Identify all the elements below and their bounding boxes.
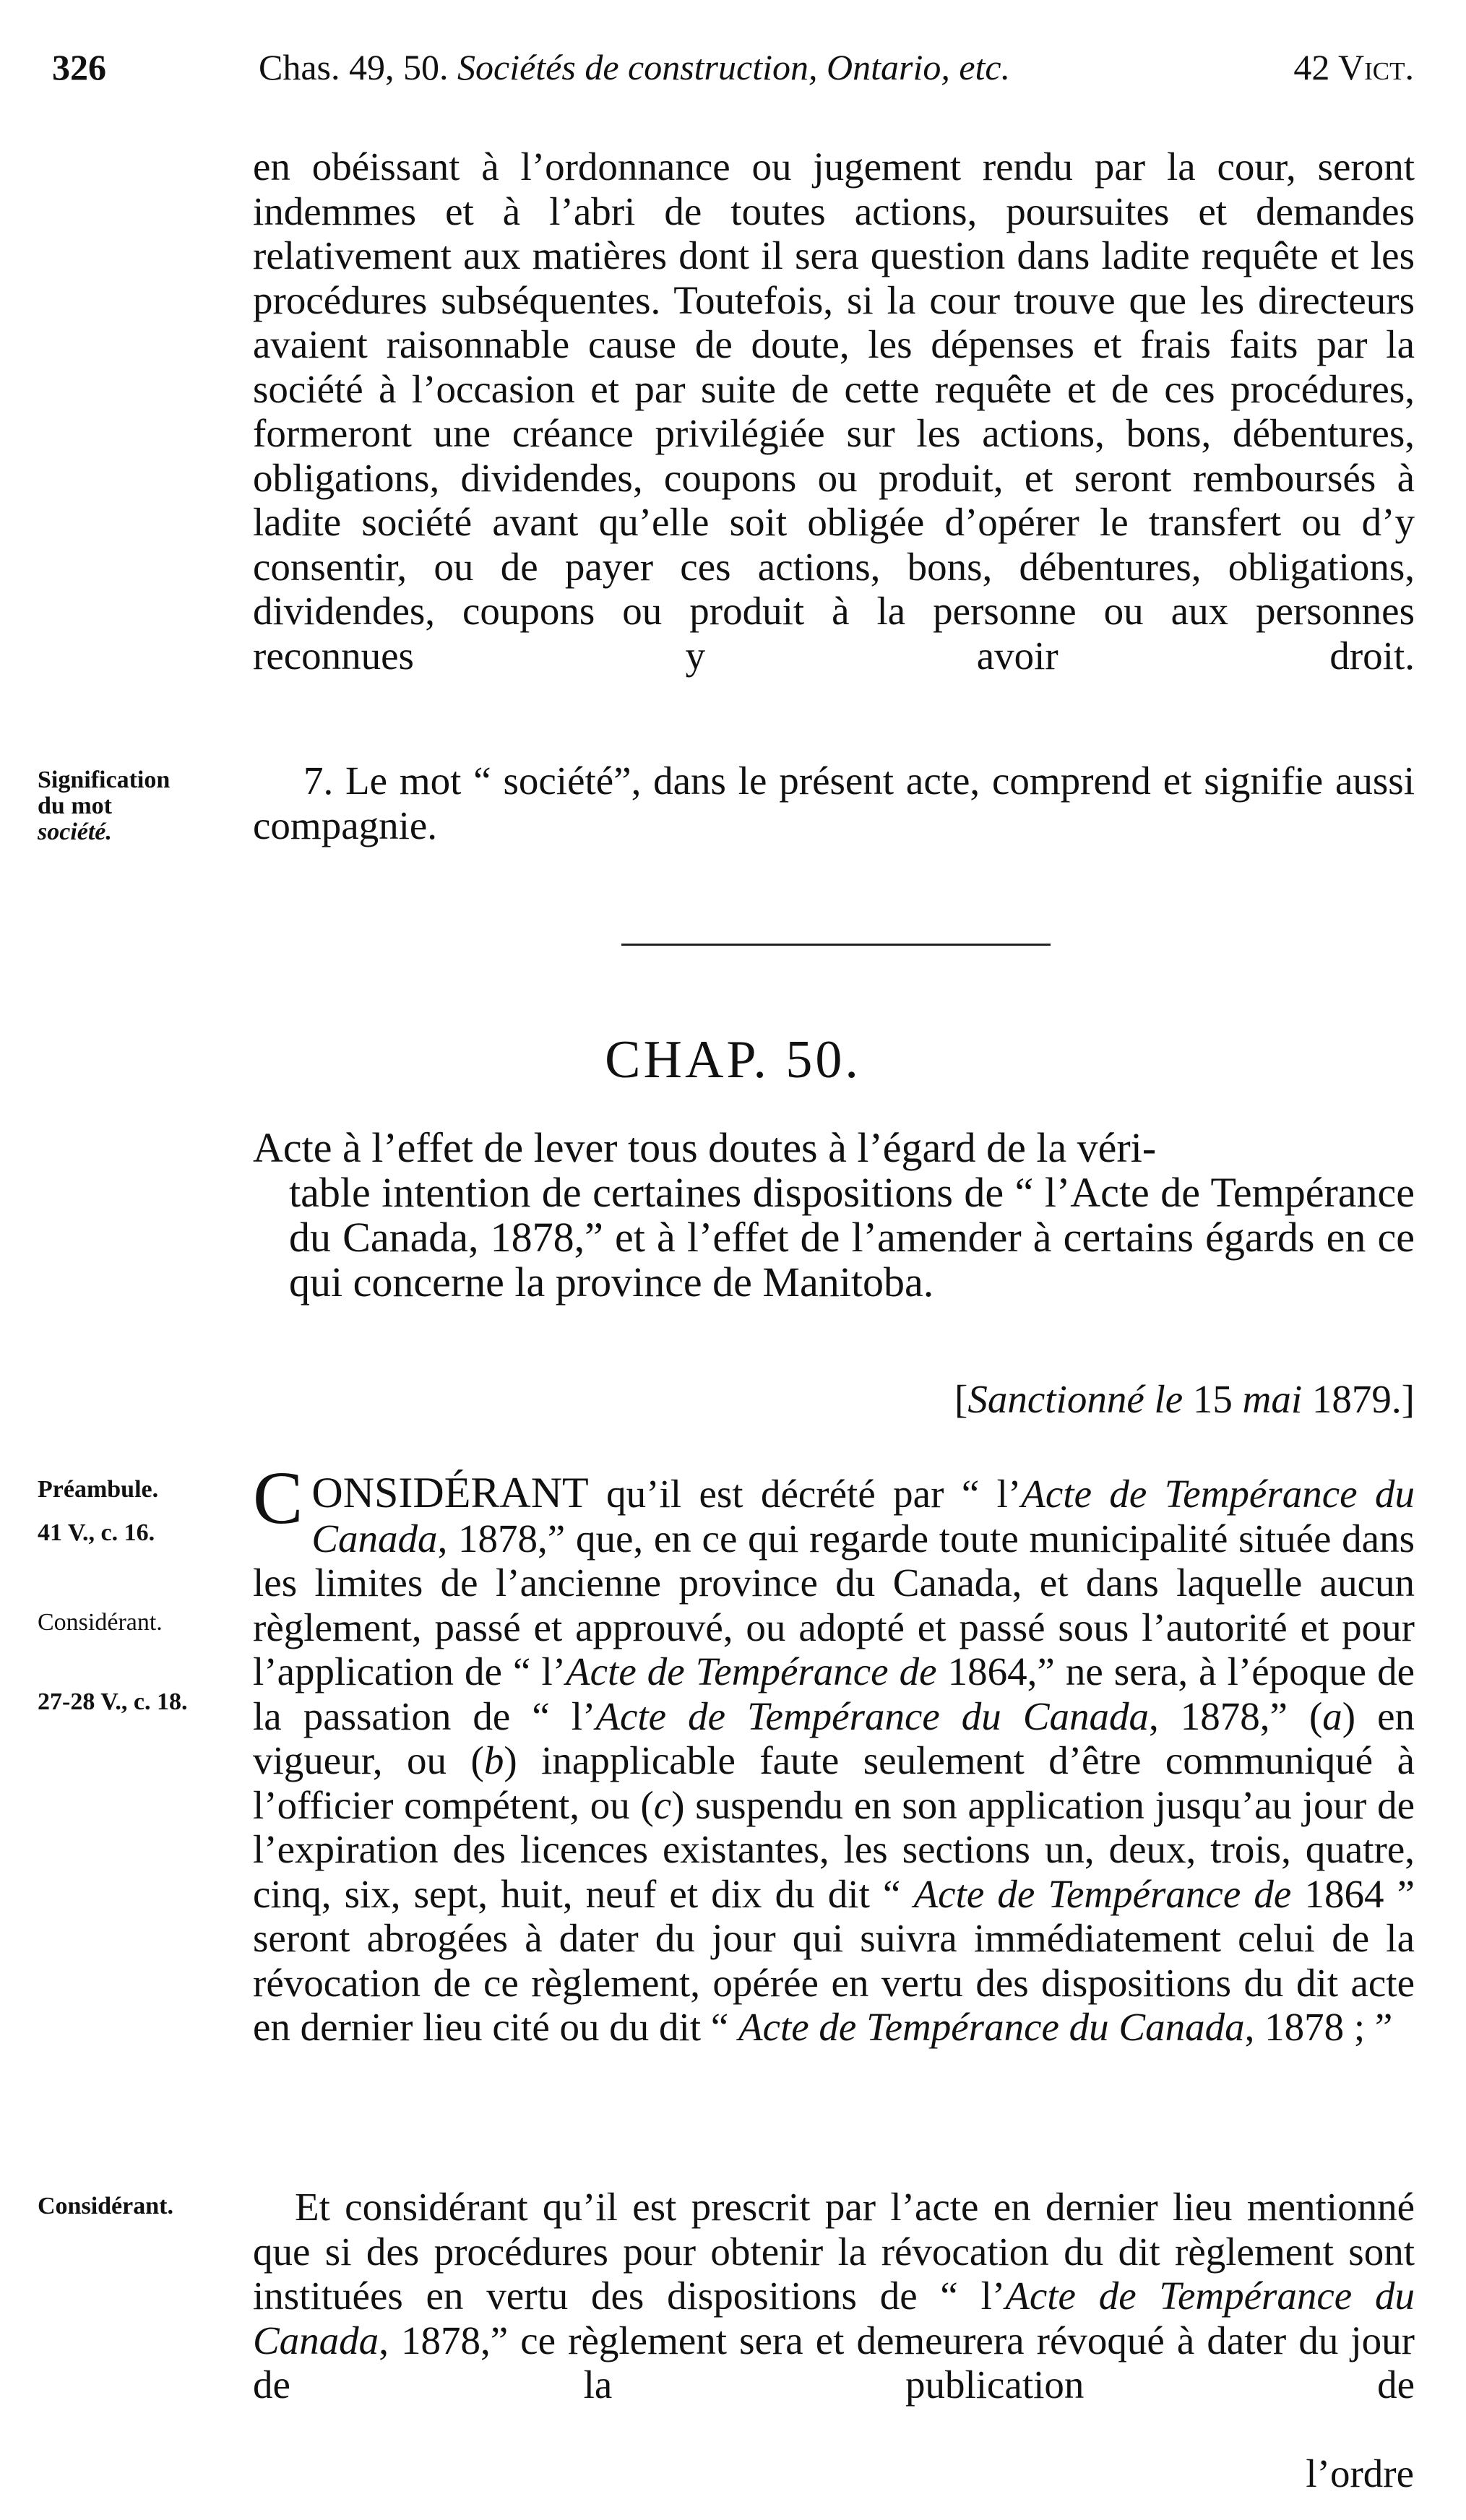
section-divider [621, 944, 1051, 946]
act-citation: Acte de Tempérance du Canada [595, 1693, 1150, 1738]
margin-note-ref: 41 V., c. 16. [38, 1519, 155, 1546]
text-run: 1864,” ne sera, à l’époque de la passation de “ l’ [253, 1649, 1415, 1738]
regnal-year: 42 Vict. [1293, 47, 1414, 87]
running-title-subject: Sociétés de construction, Ontario, etc. [457, 47, 1011, 87]
text-run: , 1878,” que, en ce qui regarde toute municipalité située dans les limites de l’ancienne province du Canada, et dans laquelle aucun règlement, passé et approuvé, ou adopté et passé sous l’autorité et pour l’application de “ l’ [253, 1516, 1415, 1693]
text-run: , 1878 ; ” [1244, 2005, 1393, 2049]
enumerator: b [483, 1738, 504, 1782]
text-run: ) suspendu en son application jusqu’au jour de l’expiration des licences existantes, les sections un, deux, trois, quatre, cinq, six, sept, huit, neuf et dix du dit “ [253, 1782, 1415, 1916]
lead-caps: ONSIDÉRANT [311, 1469, 589, 1516]
margin-note-ref: 27-28 V., c. 18. [38, 1688, 188, 1715]
act-citation: Acte de Tempérance de [566, 1649, 937, 1693]
considerant-paragraph [253, 2185, 1415, 2407]
enumerator: a [1322, 1693, 1342, 1738]
act-citation: Acte de Tempérance du Canada [311, 1472, 1415, 1561]
text-run: Et considérant qu’il est prescrit par l’acte en dernier lieu mentionné que si des procédures pour obtenir la révocation du dit règlement sont instituées en vertu des dispositions de “ l’ [253, 2185, 1415, 2318]
margin-note-line: Signification [38, 767, 171, 793]
text-run: , 1878,” ( [1149, 1693, 1323, 1738]
assent-date [954, 1376, 1415, 1422]
margin-note-line: société. [38, 819, 112, 845]
assent-bracket: [ [954, 1377, 968, 1421]
chapter-title-rest: table intention de certaines dispositions de “ l’Acte de Tempérance du Canada, 1878,” et à l’effet de l’amender à certains égards en ce qui concerne la province de Manitoba. [289, 1169, 1415, 1306]
section-6-conclusion: en obéissant à l’ordonnance ou jugement rendu par la cour, seront indemmes et à l’abri de toutes actions, poursuites et demandes relativement aux matières dont il sera question dans ladite requête et les procédures subséquentes. Toutefois, si la cour trouve que les directeurs avaient raisonnable cause de doute, les dépenses et frais faits par la société à l’occasion et par suite de cette requête et de ces procédures, formeront une créance privilégiée sur les actions, bons, débentures, obligations, dividendes, coupons ou produit, et seront remboursés à ladite société avant qu’elle soit obligée d’opérer le transfert ou d’y consentir, ou de payer ces actions, bons, débentures, obligations, dividendes, coupons ou produit à la personne ou aux personnes reconnues y avoir droit. [253, 144, 1415, 678]
chapter-title-first-line: Acte à l’effet de lever tous doutes à l’égard de la véri- [253, 1124, 1157, 1171]
preamble-paragraph [253, 1457, 1415, 2050]
enumerator: c [653, 1782, 672, 1827]
chapter-heading: CHAP. 50. [605, 1030, 861, 1089]
act-citation: Acte de Tempérance du Canada [738, 2005, 1245, 2049]
running-title [259, 42, 1010, 92]
text-run: , 1878,” ce règlement sera et demeurera révoqué à dater du jour de la publication de [253, 2318, 1415, 2407]
section-number: 7. [303, 759, 334, 803]
margin-note-considerant: Considérant. [38, 2193, 173, 2219]
text-run: 1864 ” seront abrogées à dater du jour qui suivra immédiatement celui de la révocation de ce règlement, opérée en vertu des dispositions du dit acte en dernier lieu cité ou du dit “ [253, 1871, 1415, 2049]
section-text: Le mot “ société”, dans le présent acte, comprend et signifie aussi compagnie. [253, 759, 1415, 847]
text-run: ) inapplicable faute seulement d’être communiqué à l’officier compétent, ou ( [253, 1738, 1415, 1827]
catchword: l’ordre [1306, 2451, 1414, 2495]
text-run: qu’il est décrété par “ l’ [588, 1472, 1022, 1516]
assent-month: mai [1242, 1377, 1303, 1421]
assent-day: 15 [1183, 1377, 1243, 1421]
act-citation: Acte de Tempérance de [913, 1871, 1292, 1916]
running-title-chapters: Chas. 49, 50. [259, 47, 457, 87]
margin-note-preamble: Préambule. [38, 1476, 159, 1503]
page-number: 326 [52, 47, 106, 87]
section-7 [253, 759, 1415, 847]
assent-label: Sanctionné le [967, 1377, 1183, 1421]
drop-cap: C [253, 1457, 303, 1540]
margin-note-line: du mot [38, 793, 112, 819]
chapter-long-title [253, 1124, 1415, 1306]
margin-note-considerant: Considérant. [38, 1609, 163, 1636]
margin-note-definition [38, 767, 233, 845]
text-run: ) en vigueur, ou ( [253, 1693, 1415, 1782]
assent-year: 1879.] [1302, 1377, 1415, 1421]
act-citation: Acte de Tempérance du Canada [253, 2274, 1415, 2362]
